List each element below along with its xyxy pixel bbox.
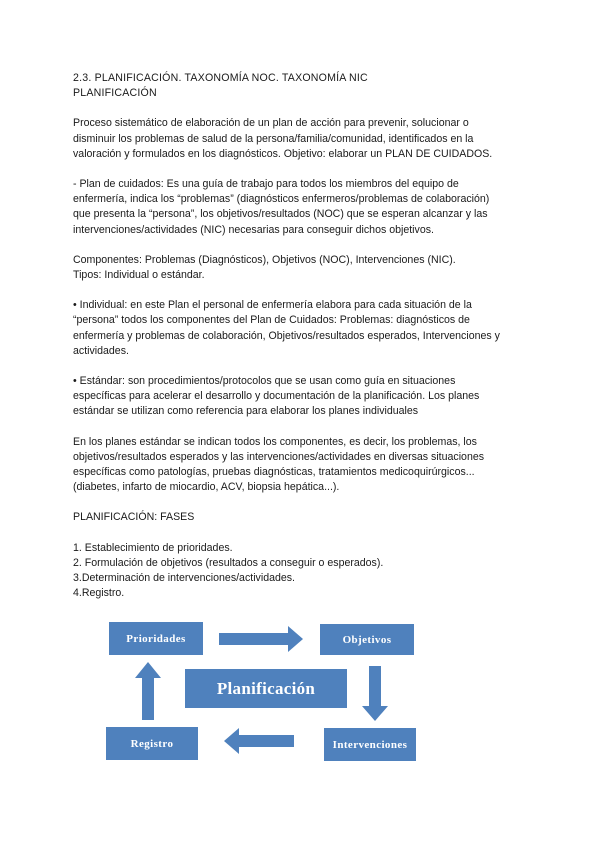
text-line: • Individual: en este Plan el personal de enfermería elabora para cada situación de la [73, 299, 472, 312]
objetivos-label: Objetivos [342, 633, 392, 646]
text-line: “persona” todos los componentes del Plan de Cuidados: Problemas: diagnósticos de [73, 314, 470, 327]
list-item: 1. Establecimiento de prioridades. [73, 541, 233, 554]
text-line: específicas como patologías, pruebas diagnósticas, tratamientos medicoquirúrgicos... [73, 466, 475, 479]
text-line: que presenta la “persona”, los objetivos/resultados (NOC) que se esperan alcanzar y las [73, 208, 488, 221]
registro-label: Registro [130, 737, 174, 750]
text-line: estándar se utilizan como referencia para elaborar los planes individuales [73, 405, 419, 418]
planes-estandar-paragraph [73, 435, 533, 496]
objetivos-box [320, 624, 414, 655]
estandar-paragraph [73, 374, 533, 420]
intervenciones-box [324, 728, 416, 761]
definition-paragraph [73, 116, 533, 162]
arrow-down-icon [362, 666, 388, 721]
text-line: disminuir los problemas de salud de la persona/familia/comunidad, identificados en la [73, 132, 474, 145]
text-line: objetivos/resultados esperados y las intervenciones/actividades en diversas situaciones [73, 450, 485, 463]
list-item: 2. Formulación de objetivos (resultados a conseguir o esperados). [73, 556, 384, 569]
text-line: enfermería, indica los “problemas” (diagnósticos enfermeros/problemas de colaboración) [73, 193, 490, 206]
arrow-up-icon [135, 662, 161, 720]
text-line: valoración y formulados en los diagnósticos. Objetivo: elaborar un PLAN DE CUIDADOS. [73, 147, 493, 160]
document-body [73, 71, 533, 601]
arrow-right-icon [219, 626, 303, 652]
prioridades-label: Prioridades [126, 632, 186, 645]
intervenciones-label: Intervenciones [332, 738, 408, 751]
tipos-line: Tipos: Individual o estándar. [73, 269, 205, 282]
text-line: En los planes estándar se indican todos los componentes, es decir, los problemas, los [73, 435, 477, 448]
text-line: específicas para acelerar el desarrollo y documentación de la planificación. Los planes [73, 390, 480, 403]
section-title: 2.3. PLANIFICACIÓN. TAXONOMÍA NOC. TAXONOMÍA NIC [73, 72, 368, 84]
planificacion-label: Planificación [216, 678, 316, 698]
section-subtitle: PLANIFICACIÓN [73, 87, 157, 100]
fases-title: PLANIFICACIÓN: FASES [73, 511, 195, 524]
text-line: intervenciones/actividades (NIC) necesarias para conseguir dichos objetivos. [73, 223, 434, 236]
text-line: actividades. [73, 344, 129, 357]
text-line: (diabetes, infarto de miocardio, ACV, biopsia hepática...). [73, 481, 340, 494]
list-item: 4.Registro. [73, 587, 125, 600]
text-line: - Plan de cuidados: Es una guía de trabajo para todos los miembros del equipo de [73, 178, 459, 191]
plan-cuidados-paragraph [73, 177, 533, 238]
individual-paragraph [73, 298, 533, 359]
prioridades-box [109, 622, 203, 655]
text-line: • Estándar: son procedimientos/protocolos que se usan como guía en situaciones [73, 375, 456, 388]
arrow-left-icon [224, 728, 294, 754]
list-item: 3.Determinación de intervenciones/actividades. [73, 572, 296, 585]
registro-box [106, 727, 198, 760]
componentes-line: Componentes: Problemas (Diagnósticos), Objetivos (NOC), Intervenciones (NIC). [73, 253, 456, 266]
text-line: enfermería y problemas de colaboración, Objetivos/resultados esperados, Intervenciones y [73, 329, 500, 342]
text-line: Proceso sistemático de elaboración de un plan de acción para prevenir, solucionar o [73, 117, 469, 130]
fases-list [73, 541, 533, 602]
planificacion-box [185, 669, 347, 708]
